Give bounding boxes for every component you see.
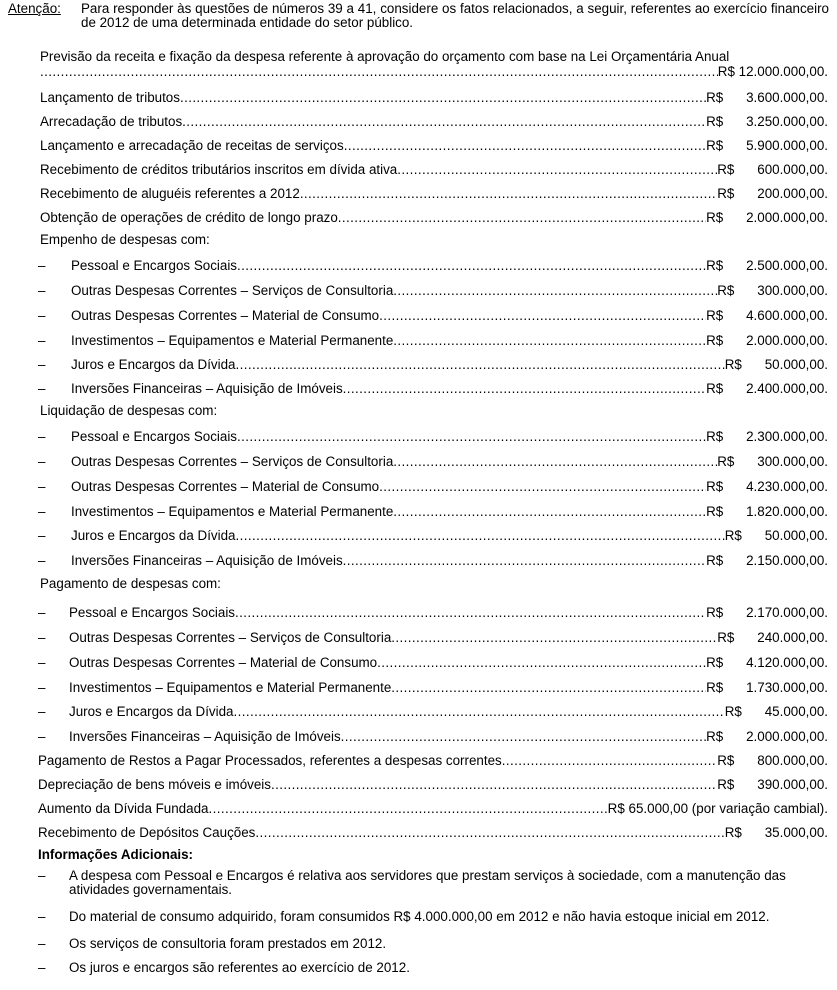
pagamento-title: Pagamento de despesas com: <box>40 576 221 591</box>
list-dash: – <box>38 655 46 670</box>
leader-dots <box>502 753 718 768</box>
item-label: Outras Despesas Correntes – Material de Consumo <box>71 479 380 494</box>
amount: 2.300.000,00. <box>746 429 828 444</box>
currency-symbol: R$ <box>706 381 724 396</box>
currency-symbol: R$ <box>717 777 735 792</box>
item-value <box>706 258 828 273</box>
currency-symbol: R$ <box>706 114 724 129</box>
list-dash: – <box>38 704 46 719</box>
list-dash: – <box>38 729 46 744</box>
currency-symbol: R$ <box>706 138 724 153</box>
info-title: Informações Adicionais: <box>38 847 194 862</box>
amount: 3.600.000,00. <box>746 90 828 105</box>
item-label: Investimentos – Equipamentos e Material Permanente <box>71 504 394 519</box>
currency-symbol: R$ <box>706 210 724 225</box>
list-dash: – <box>38 960 46 975</box>
empenho-row <box>71 283 828 298</box>
currency-symbol: R$ <box>706 308 724 323</box>
item-label: Pessoal e Encargos Sociais <box>69 605 235 620</box>
liquidacao-title: Liquidação de despesas com: <box>40 403 218 418</box>
amount: 390.000,00. <box>757 777 828 792</box>
currency-symbol: R$ <box>706 258 724 273</box>
currency-symbol: R$ <box>706 553 724 568</box>
item-label: Outras Despesas Correntes – Serviços de Consultoria <box>71 454 394 469</box>
leader-dots <box>391 680 706 695</box>
liquidacao-row <box>71 429 828 444</box>
item-label: Recebimento de créditos tributários inscritos em dívida ativa <box>40 162 398 177</box>
leader-dots <box>271 777 717 792</box>
income-row <box>40 114 828 129</box>
empenho-row <box>71 308 828 323</box>
amount: 2.000.000,00. <box>746 210 828 225</box>
currency-symbol: R$ <box>724 704 742 719</box>
currency-symbol: R$ <box>717 283 735 298</box>
other-row <box>38 777 828 792</box>
leader-dots <box>234 704 725 719</box>
liquidacao-row <box>71 504 828 519</box>
liquidacao-row <box>71 454 828 469</box>
forecast-label: Previsão da receita e fixação da despesa referente à aprovação do orçamento com base na Lei Orçamentária Anual <box>40 49 730 64</box>
leader-dots <box>379 479 706 494</box>
currency-symbol: R$ <box>717 186 735 201</box>
item-label: Depreciação de bens móveis e imóveis <box>38 777 271 792</box>
item-label: Pessoal e Encargos Sociais <box>71 258 237 273</box>
item-value <box>706 381 828 396</box>
currency-symbol: R$ <box>724 357 742 372</box>
item-value <box>706 138 828 153</box>
forecast-value: R$ 12.000.000,00. <box>717 64 828 79</box>
empenho-title: Empenho de despesas com: <box>40 232 210 247</box>
list-dash: – <box>38 868 46 883</box>
amount: 4.600.000,00. <box>746 308 828 323</box>
item-label: Juros e Encargos da Dívida <box>69 704 234 719</box>
currency-symbol: R$ <box>706 680 724 695</box>
amount: 45.000,00. <box>764 704 828 719</box>
list-dash: – <box>38 308 46 323</box>
amount: 300.000,00. <box>757 283 828 298</box>
item-label: Outras Despesas Correntes – Material de Consumo <box>69 655 378 670</box>
item-label: Recebimento de aluguéis referentes a 2012 <box>40 186 300 201</box>
item-label: Outras Despesas Correntes – Serviços de Consultoria <box>69 630 392 645</box>
currency-symbol: R$ <box>706 605 724 620</box>
item-label: Investimentos – Equipamentos e Material Permanente <box>69 680 392 695</box>
item-value <box>725 357 828 372</box>
pagamento-row <box>69 680 828 695</box>
amount: 2.000.000,00. <box>746 729 828 744</box>
other-row <box>38 801 828 816</box>
leader-dots <box>237 429 706 444</box>
amount: 50.000,00. <box>764 528 828 543</box>
info-note: Os serviços de consultoria foram prestados em 2012. <box>69 936 387 951</box>
pagamento-row <box>69 704 828 719</box>
leader-dots <box>40 64 718 79</box>
item-label: Lançamento e arrecadação de receitas de serviços <box>40 138 344 153</box>
item-value <box>725 528 828 543</box>
item-value <box>706 429 828 444</box>
leader-dots <box>236 357 725 372</box>
item-label: Investimentos – Equipamentos e Material Permanente <box>71 333 394 348</box>
list-dash: – <box>38 454 46 469</box>
item-value <box>706 90 828 105</box>
income-row <box>40 138 828 153</box>
leader-dots <box>393 333 706 348</box>
list-dash: – <box>38 504 46 519</box>
liquidacao-row <box>71 479 828 494</box>
list-dash: – <box>38 936 46 951</box>
currency-symbol: R$ <box>717 454 735 469</box>
item-label: Pagamento de Restos a Pagar Processados, referentes a despesas correntes <box>38 753 502 768</box>
list-dash: – <box>38 553 46 568</box>
list-dash: – <box>38 258 46 273</box>
list-dash: – <box>38 528 46 543</box>
list-dash: – <box>38 630 46 645</box>
leader-dots <box>235 605 706 620</box>
pagamento-row <box>69 729 828 744</box>
amount: 3.250.000,00. <box>746 114 828 129</box>
list-dash: – <box>38 909 46 924</box>
list-dash: – <box>38 429 46 444</box>
leader-dots <box>208 801 607 816</box>
list-dash: – <box>38 381 46 396</box>
leader-dots <box>341 729 706 744</box>
item-label: Juros e Encargos da Dívida <box>71 528 236 543</box>
item-label: Inversões Financeiras – Aquisição de Imóveis <box>71 553 343 568</box>
item-value <box>706 479 828 494</box>
item-value <box>706 210 828 225</box>
item-label: Aumento da Dívida Fundada <box>38 801 209 816</box>
item-value <box>725 825 828 840</box>
leader-dots <box>344 138 706 153</box>
income-row <box>40 162 828 177</box>
info-note: Do material de consumo adquirido, foram consumidos R$ 4.000.000,00 em 2012 e não havia estoque inicial em 2012. <box>69 909 770 924</box>
item-value <box>706 655 828 670</box>
currency-symbol: R$ <box>706 429 724 444</box>
currency-symbol: R$ <box>706 333 724 348</box>
currency-symbol: R$ <box>724 528 742 543</box>
amount: 2.170.000,00. <box>746 605 828 620</box>
item-value <box>717 630 828 645</box>
amount: 300.000,00. <box>757 454 828 469</box>
item-value <box>706 553 828 568</box>
leader-dots <box>255 825 724 840</box>
item-label: Inversões Financeiras – Aquisição de Imóveis <box>71 381 343 396</box>
info-note: Os juros e encargos são referentes ao exercício de 2012. <box>69 960 410 975</box>
amount: 1.820.000,00. <box>746 504 828 519</box>
item-value <box>706 680 828 695</box>
amount: 2.150.000,00. <box>746 553 828 568</box>
item-label: Recebimento de Depósitos Cauções <box>38 825 256 840</box>
attention-label: Atenção: <box>8 1 61 16</box>
amount: 800.000,00. <box>757 753 828 768</box>
amount: 5.900.000,00. <box>746 138 828 153</box>
pagamento-row <box>69 605 828 620</box>
item-label: Pessoal e Encargos Sociais <box>71 429 237 444</box>
amount: 4.120.000,00. <box>746 655 828 670</box>
leader-dots <box>236 528 725 543</box>
empenho-row <box>71 357 828 372</box>
other-row <box>38 825 828 840</box>
empenho-row <box>71 381 828 396</box>
amount: 2.400.000,00. <box>746 381 828 396</box>
item-label: Outras Despesas Correntes – Serviços de Consultoria <box>71 283 394 298</box>
item-value <box>717 777 828 792</box>
item-value <box>706 605 828 620</box>
item-value <box>717 454 828 469</box>
currency-symbol: R$ <box>717 753 735 768</box>
amount: 2.000.000,00. <box>746 333 828 348</box>
item-value <box>608 801 828 816</box>
item-value <box>717 283 828 298</box>
leader-dots <box>377 655 706 670</box>
item-label: Arrecadação de tributos <box>40 114 183 129</box>
currency-symbol: R$ <box>706 729 724 744</box>
leader-dots <box>343 381 706 396</box>
currency-symbol: R$ <box>706 504 724 519</box>
currency-symbol: R$ <box>717 162 735 177</box>
leader-dots <box>393 283 717 298</box>
leader-dots <box>300 186 717 201</box>
item-value <box>717 186 828 201</box>
liquidacao-row <box>71 553 828 568</box>
item-value <box>706 333 828 348</box>
leader-dots <box>180 90 706 105</box>
leader-dots <box>391 630 717 645</box>
currency-symbol: R$ <box>706 90 724 105</box>
item-label: Obtenção de operações de crédito de longo prazo <box>40 210 338 225</box>
currency-symbol: R$ <box>724 825 742 840</box>
amount: 1.730.000,00. <box>746 680 828 695</box>
attention-text: Para responder às questões de números 39 a 41, considere os fatos relacionados, a seguir, referentes ao exercício financeiro de 2012 de uma determinada entidade do setor público. <box>81 1 829 30</box>
income-row <box>40 90 828 105</box>
item-value <box>706 504 828 519</box>
amount: 50.000,00. <box>764 357 828 372</box>
item-value <box>706 729 828 744</box>
pagamento-row <box>69 655 828 670</box>
item-label: Inversões Financeiras – Aquisição de Imóveis <box>69 729 341 744</box>
amount: 240.000,00. <box>757 630 828 645</box>
leader-dots <box>393 454 717 469</box>
leader-dots <box>343 553 706 568</box>
currency-symbol: R$ <box>706 655 724 670</box>
empenho-row <box>71 333 828 348</box>
leader-dots <box>237 258 706 273</box>
leader-dots <box>393 504 706 519</box>
currency-symbol: R$ <box>706 479 724 494</box>
item-value <box>717 162 828 177</box>
empenho-row <box>71 258 828 273</box>
list-dash: – <box>38 605 46 620</box>
amount: 600.000,00. <box>757 162 828 177</box>
leader-dots <box>379 308 706 323</box>
item-value <box>717 753 828 768</box>
liquidacao-row <box>71 528 828 543</box>
leader-dots <box>182 114 706 129</box>
list-dash: – <box>38 333 46 348</box>
list-dash: – <box>38 479 46 494</box>
amount: 2.500.000,00. <box>746 258 828 273</box>
amount: 4.230.000,00. <box>746 479 828 494</box>
item-label: Outras Despesas Correntes – Material de Consumo <box>71 308 380 323</box>
amount: R$ 65.000,00 (por variação cambial). <box>607 801 828 816</box>
pagamento-row <box>69 630 828 645</box>
forecast-row <box>40 64 828 79</box>
list-dash: – <box>38 283 46 298</box>
amount: 200.000,00. <box>757 186 828 201</box>
currency-symbol: R$ <box>717 630 735 645</box>
income-row <box>40 210 828 225</box>
income-row <box>40 186 828 201</box>
item-value <box>725 704 828 719</box>
item-label: Lançamento de tributos <box>40 90 180 105</box>
amount: 35.000,00. <box>764 825 828 840</box>
list-dash: – <box>38 680 46 695</box>
other-row <box>38 753 828 768</box>
item-value <box>706 308 828 323</box>
leader-dots <box>397 162 717 177</box>
item-label: Juros e Encargos da Dívida <box>71 357 236 372</box>
item-value <box>706 114 828 129</box>
leader-dots <box>338 210 706 225</box>
list-dash: – <box>38 357 46 372</box>
info-note: A despesa com Pessoal e Encargos é relativa aos servidores que prestam serviços à sociedade, com a manutenção das atividades governamentais. <box>69 868 786 897</box>
